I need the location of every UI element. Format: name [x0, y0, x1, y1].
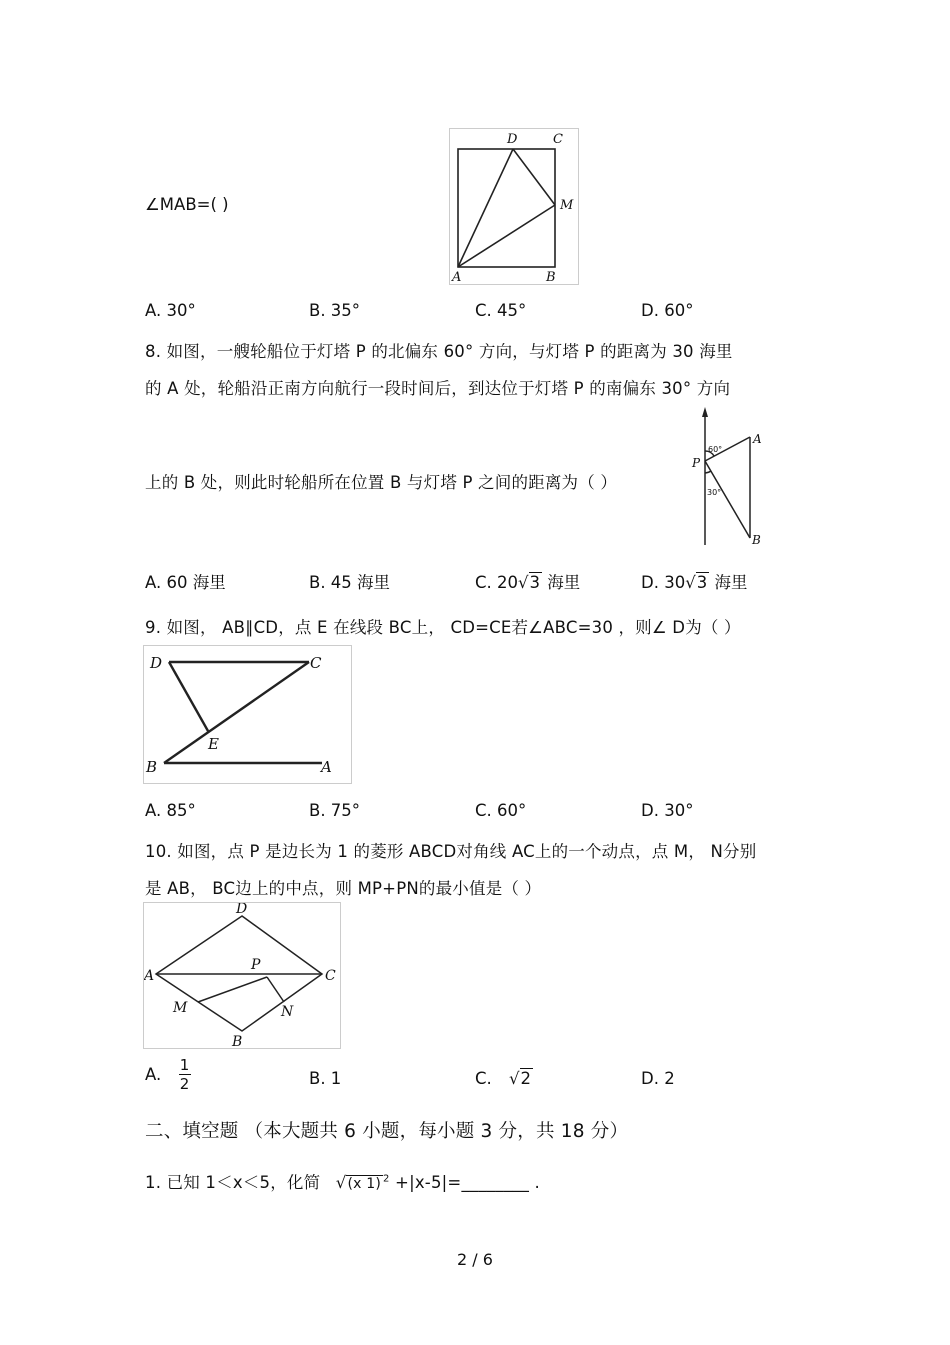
q8-option-d [641, 569, 747, 593]
q7-label-a: A [452, 270, 462, 284]
q8-label-a: A [753, 432, 762, 446]
fill-question-1 [145, 1169, 540, 1193]
q8-option-c-prefix: C. 20 [475, 573, 519, 592]
q10-label-c: C [325, 968, 336, 984]
q10-line-1: 10. 如图，点 P 是边长为 1 的菱形 ABCD对角线 AC上的一个动点，点 M， N分别 [145, 842, 757, 861]
q7-label-c: C [553, 132, 563, 147]
q9-label-b: B [146, 758, 158, 776]
q8-line-2: 的 A 处，轮船沿正南方向航行一段时间后，到达位于灯塔 P 的南偏东 30° 方向 [145, 379, 731, 398]
q10-label-b: B [232, 1034, 243, 1048]
q10-option-b: B. 1 [309, 1069, 342, 1088]
page-number: 2 / 6 [457, 1250, 493, 1269]
q10-option-a-denominator: 2 [179, 1075, 190, 1093]
q8-option-a: A. 60 海里 [145, 573, 226, 592]
q7-label-d: D [507, 132, 518, 147]
q8-angle-30: 30° [707, 488, 722, 497]
q8-figure [690, 405, 770, 550]
fill1-suffix: +|x-5|=________ . [389, 1173, 540, 1192]
q9-stem: 9. 如图， AB∥CD，点 E 在线段 BC上， CD=CE若∠ABC=30 ，则∠ D为（ ） [145, 618, 741, 637]
q10-label-d: D [236, 903, 248, 917]
q10-option-a [145, 1056, 191, 1093]
q8-option-d-suffix: 海里 [709, 573, 748, 592]
q9-label-d: D [150, 654, 163, 672]
q10-label-a: A [144, 968, 155, 984]
q10-option-c-label: C. [475, 1069, 492, 1088]
q8-option-d-sqrt: √3 [685, 573, 708, 592]
q10-option-c-radicand: 2 [520, 1069, 532, 1088]
q10-label-p: P [251, 957, 261, 973]
q7-option-b: B. 35° [309, 301, 361, 320]
q7-option-d: D. 60° [641, 301, 694, 320]
q7-option-a: A. 30° [145, 301, 196, 320]
fill1-sqrt: √(x 1) $^2$ [335, 1173, 390, 1192]
q10-option-a-label: A. [145, 1065, 162, 1084]
q10-label-m: M [173, 1000, 188, 1016]
q7-stem-tail: ∠MAB=( ) [145, 195, 229, 214]
fill1-exponent: 2 [383, 1173, 390, 1185]
q10-figure [143, 902, 341, 1049]
q10-option-a-numerator: 1 [179, 1056, 190, 1074]
q7-option-c: C. 45° [475, 301, 527, 320]
q8-option-d-radicand: 3 [696, 573, 708, 592]
q8-option-c-suffix: 海里 [542, 573, 581, 592]
q10-option-c-sqrt: √2 [509, 1069, 532, 1088]
q10-option-c [475, 1069, 533, 1088]
q7-label-b: B [546, 270, 556, 284]
q8-label-b: B [752, 533, 761, 547]
q8-angle-60: 60° [708, 445, 723, 454]
q8-line-3: 上的 B 处，则此时轮船所在位置 B 与灯塔 P 之间的距离为（ ） [145, 473, 618, 492]
q10-option-a-fraction [179, 1056, 191, 1093]
q9-option-b: B. 75° [309, 801, 361, 820]
q10-label-n: N [281, 1004, 294, 1020]
q9-option-d: D. 30° [641, 801, 694, 820]
q8-option-d-prefix: D. 30 [641, 573, 686, 592]
q8-option-c-sqrt: √3 [518, 573, 541, 592]
q8-option-b: B. 45 海里 [309, 573, 391, 592]
fill1-prefix: 1. 已知 1＜x＜5，化简 [145, 1173, 321, 1192]
fill1-radicand: (x 1) [347, 1176, 382, 1192]
q8-option-c [475, 569, 580, 593]
q9-option-a: A. 85° [145, 801, 196, 820]
q9-label-a: A [321, 758, 332, 776]
q8-line-1: 8. 如图，一艘轮船位于灯塔 P 的北偏东 60° 方向，与灯塔 P 的距离为 30 海里 [145, 342, 733, 361]
q10-line-2: 是 AB， BC边上的中点，则 MP+PN的最小值是（ ） [145, 879, 542, 898]
q7-figure [449, 128, 579, 285]
q9-label-c: C [310, 654, 322, 672]
q9-figure [143, 645, 352, 784]
section-2-heading: 二、填空题 （本大题共 6 小题，每小题 3 分，共 18 分） [145, 1121, 629, 1142]
q7-label-m: M [560, 198, 574, 213]
q10-option-d: D. 2 [641, 1069, 675, 1088]
q9-option-c: C. 60° [475, 801, 527, 820]
q8-option-c-radicand: 3 [529, 573, 541, 592]
q9-label-e: E [208, 735, 219, 753]
q8-label-p: P [692, 456, 701, 470]
